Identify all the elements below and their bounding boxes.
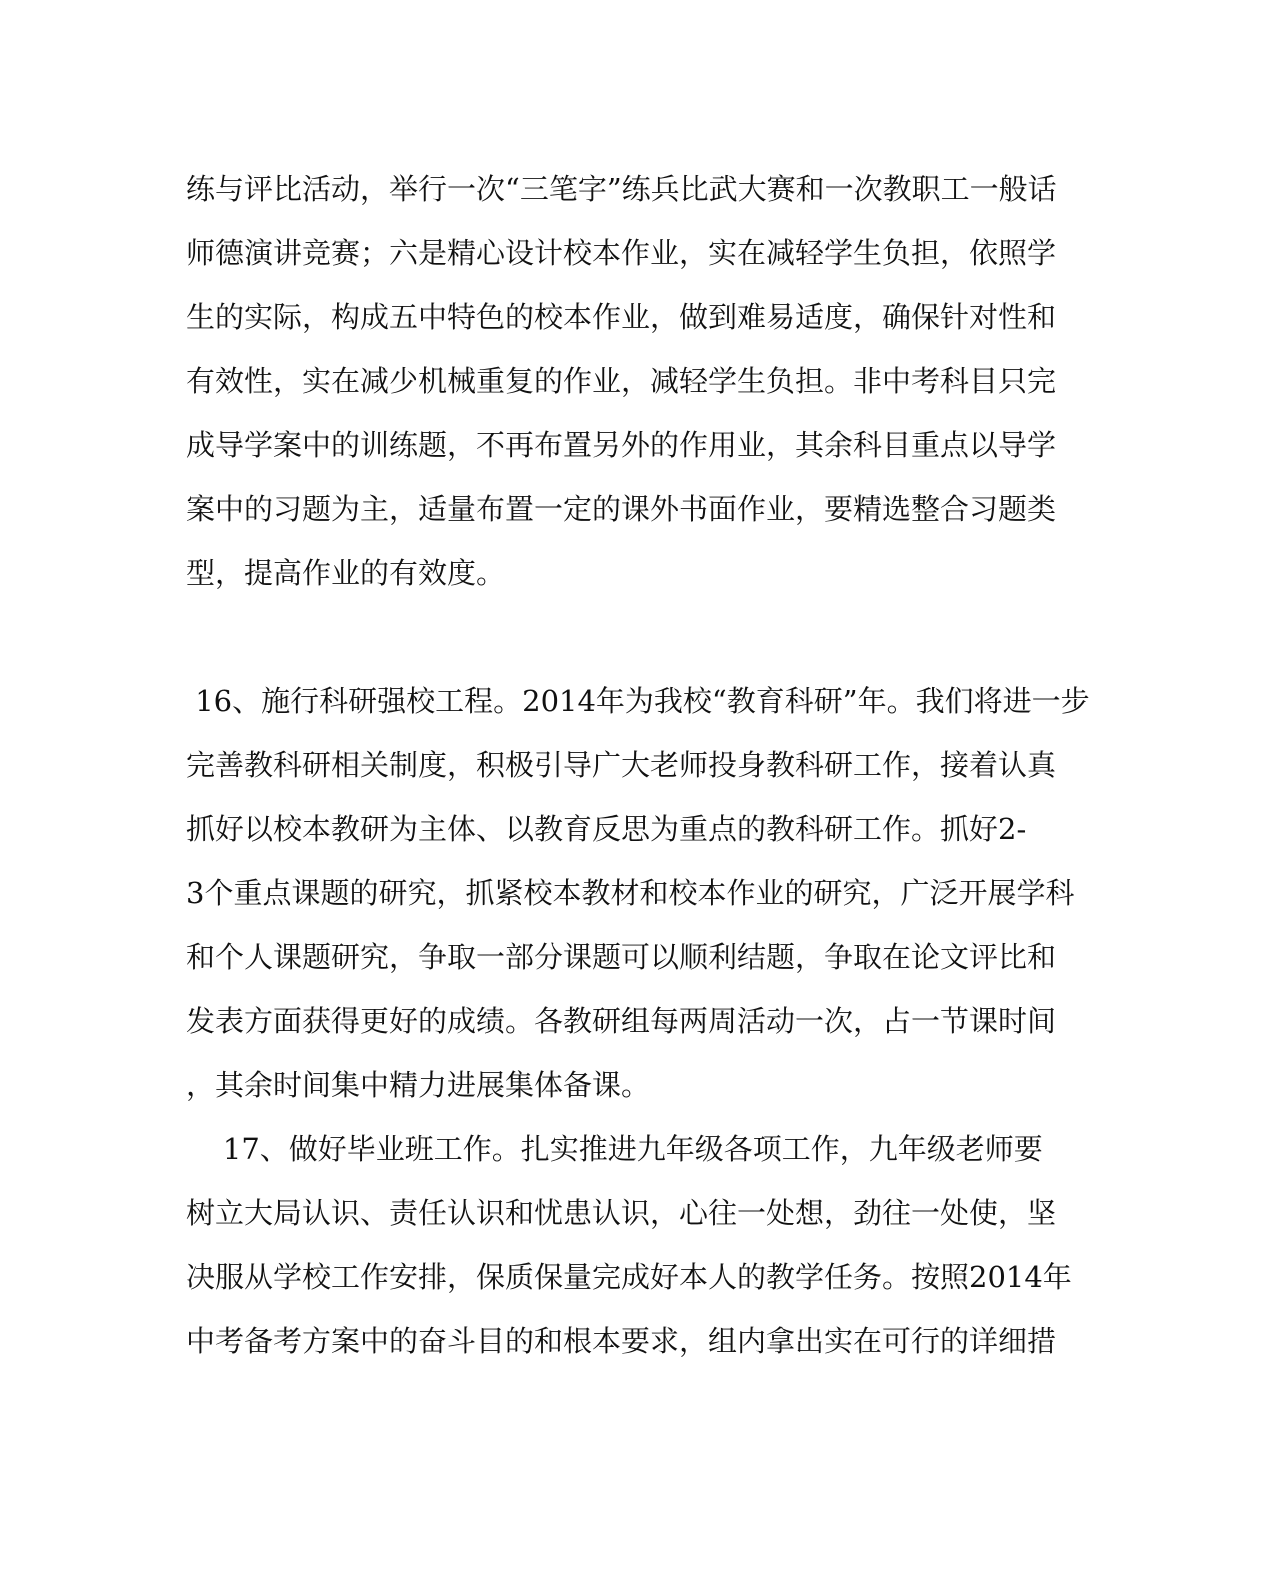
text-line: 决服从学校工作安排，保质保量完成好本人的教学任务。按照2014年 — [186, 1260, 1072, 1294]
text-line: 中考备考方案中的奋斗目的和根本要求，组内拿出实在可行的详细措 — [186, 1324, 1057, 1358]
text-line: 发表方面获得更好的成绩。各教研组每两周活动一次，占一节课时间 — [186, 1004, 1057, 1038]
text-line: 成导学案中的训练题，不再布置另外的作用业，其余科目重点以导学 — [186, 428, 1057, 462]
text-line: 16、施行科研强校工程。2014年为我校“教育科研”年。我们将进一步 — [186, 684, 1090, 718]
text-line: 案中的习题为主，适量布置一定的课外书面作业，要精选整合习题类 — [186, 492, 1057, 526]
text-line: 师德演讲竞赛；六是精心设计校本作业，实在减轻学生负担，依照学 — [186, 236, 1057, 270]
text-line: 树立大局认识、责任认识和忧患认识，心往一处想，劲往一处使，坚 — [186, 1196, 1057, 1230]
text-line: 3个重点课题的研究，抓紧校本教材和校本作业的研究，广泛开展学科 — [186, 876, 1075, 910]
text-line: 练与评比活动，举行一次“三笔字”练兵比武大赛和一次教职工一般话 — [186, 172, 1057, 206]
text-line: 抓好以校本教研为主体、以教育反思为重点的教科研工作。抓好2- — [186, 812, 1027, 846]
text-line: 完善教科研相关制度，积极引导广大老师投身教科研工作，接着认真 — [186, 748, 1057, 782]
text-line: 型，提高作业的有效度。 — [186, 556, 506, 590]
text-line: 和个人课题研究，争取一部分课题可以顺利结题，争取在论文评比和 — [186, 940, 1057, 974]
text-line: 有效性，实在减少机械重复的作业，减轻学生负担。非中考科目只完 — [186, 364, 1057, 398]
text-line: 生的实际，构成五中特色的校本作业，做到难易适度，确保针对性和 — [186, 300, 1057, 334]
text-line: ，其余时间集中精力进展集体备课。 — [186, 1068, 651, 1102]
text-line: 17、做好毕业班工作。扎实推进九年级各项工作，九年级老师要 — [186, 1132, 1043, 1166]
